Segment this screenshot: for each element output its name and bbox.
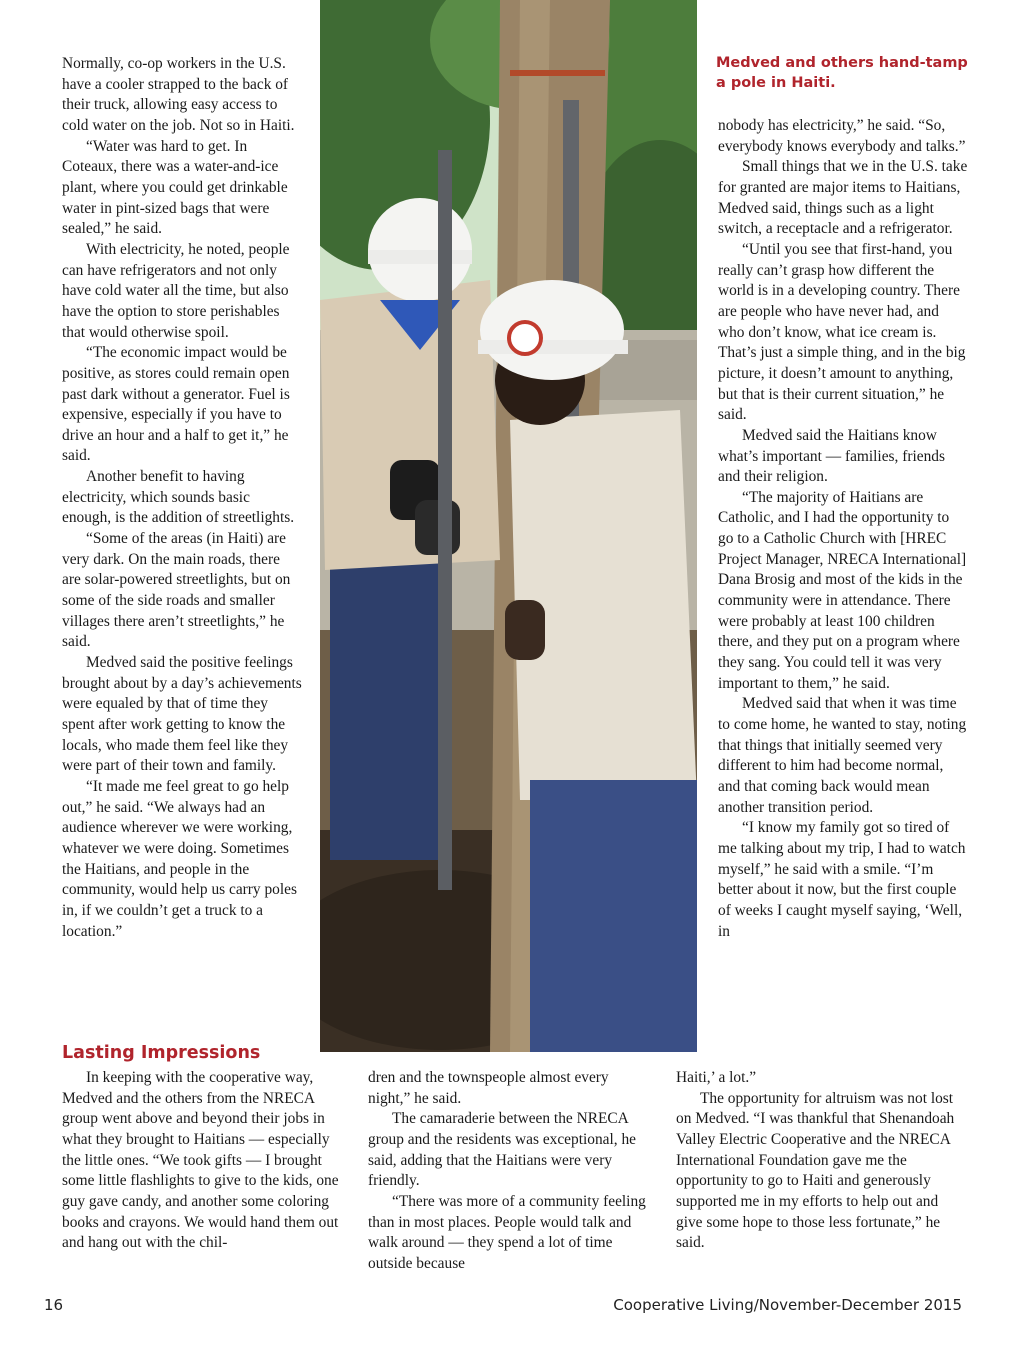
paragraph: Medved said that when it was time to come home, he wanted to stay, noting that things that initially seemed very different to him had become normal, and that coming back would mean another transition period.: [718, 695, 967, 816]
paragraph: In keeping with the cooperative way, Medved and the others from the NRECA group went above and beyond their jobs in what they brought to Haitians — especially the little ones. “We took gifts — I brought some little flashlights to give to the kids, one guy gave candy, and another some coloring books and crayons. We would hand them out and hang out with the chil-: [62, 1069, 339, 1252]
paragraph: Medved said the positive feelings brought about by a day’s achievements were equaled by that of time they spent after work getting to know the locals, who made them feel like they were part of their town and family.: [62, 654, 302, 775]
paragraph: “Until you see that first-hand, you really can’t grasp how different the world is in a developing country. There are people who have never had, and who don’t know, what ice cream is. That’s just a simple thing, and in the big picture, it doesn’t amount to anything, but that is their current situation,” he said.: [718, 240, 966, 424]
section-heading: Lasting Impressions: [62, 1043, 261, 1063]
column-3-lower: [676, 1068, 961, 1254]
photo-illustration-icon: [320, 0, 697, 1052]
photo-caption: Medved and others hand-tamp a pole in Haiti.: [716, 55, 968, 91]
column-1-lower: [62, 1068, 347, 1254]
column-2: [368, 1068, 653, 1275]
page-number: 16: [44, 1296, 64, 1314]
paragraph: “I know my family got so tired of me talking about my trip, I had to watch myself,” he said with a smile. “I’m better about it now, but the first couple of weeks I caught myself saying, ‘Well, in: [718, 819, 966, 940]
column-3-upper: [718, 116, 968, 942]
paragraph: dren and the townspeople almost every night,” he said.: [368, 1069, 609, 1107]
column-1-upper: [62, 54, 302, 942]
paragraph: “The economic impact would be positive, as stores could remain open past dark without a generator. Fuel is expensive, especially if you have to drive an hour and a half to get it,” he said.: [62, 344, 290, 465]
paragraph: Medved said the Haitians know what’s important — families, friends and their religion.: [718, 426, 945, 486]
paragraph: “There was more of a community feeling than in most places. People would talk and walk around — they spend a lot of time outside because: [368, 1192, 646, 1272]
paragraph: Another benefit to having electricity, which sounds basic enough, is the addition of streetlights.: [62, 468, 295, 527]
paragraph: “The majority of Haitians are Catholic, and I had the opportunity to go to a Catholic Church with [HREC Project Manager, NRECA International] Dana Brosig and most of the kids in the community were in attendance. There were probably at least 100 children there, and they put on a program where they sang. You could tell it was very important to them,” he said.: [718, 488, 967, 692]
paragraph: Normally, co-op workers in the U.S. have a cooler strapped to the back of their truck, allowing easy access to cold water on the job. Not so in Haiti.: [62, 55, 295, 134]
paragraph: The opportunity for altruism was not lost on Medved. “I was thankful that Shenandoah Valley Electric Cooperative and the NRECA International Foundation gave me the opportunity to go to Haiti and generously supported me in my efforts to help out and give some hope to those less fortunate,” he said.: [676, 1089, 955, 1252]
paragraph: With electricity, he noted, people can have refrigerators and not only have cold water all the time, but also have the option to store perishables that would otherwise spoil.: [62, 240, 290, 341]
paragraph: “It made me feel great to go help out,” he said. “We always had an audience wherever we were working, whatever we were doing. Sometimes the Haitians, and people in the community, would help us carry poles in, if we couldn’t get a truck to a location.”: [62, 777, 297, 940]
paragraph: The camaraderie between the NRECA group and the residents was exceptional, he said, adding that the Haitians were very friendly.: [368, 1110, 636, 1190]
paragraph: nobody has electricity,” he said. “So, everybody knows everybody and talks.”: [718, 117, 966, 155]
publication-footer: Cooperative Living/November-December 2015: [613, 1296, 962, 1314]
paragraph: Haiti,’ a lot.”: [676, 1069, 757, 1086]
paragraph: “Water was hard to get. In Coteaux, there was a water-and-ice plant, where you could get drinkable water in pint-sized bags that were sealed,” he said.: [62, 137, 288, 238]
article-photo: [320, 0, 697, 1052]
paragraph: Small things that we in the U.S. take for granted are major items to Haitians, Medved said, things such as a light switch, a receptacle and a refrigerator.: [718, 158, 968, 238]
paragraph: “Some of the areas (in Haiti) are very dark. On the main roads, there are solar-powered streetlights, but on some of the side roads and smaller villages there aren’t streetlights,” he said.: [62, 530, 291, 651]
